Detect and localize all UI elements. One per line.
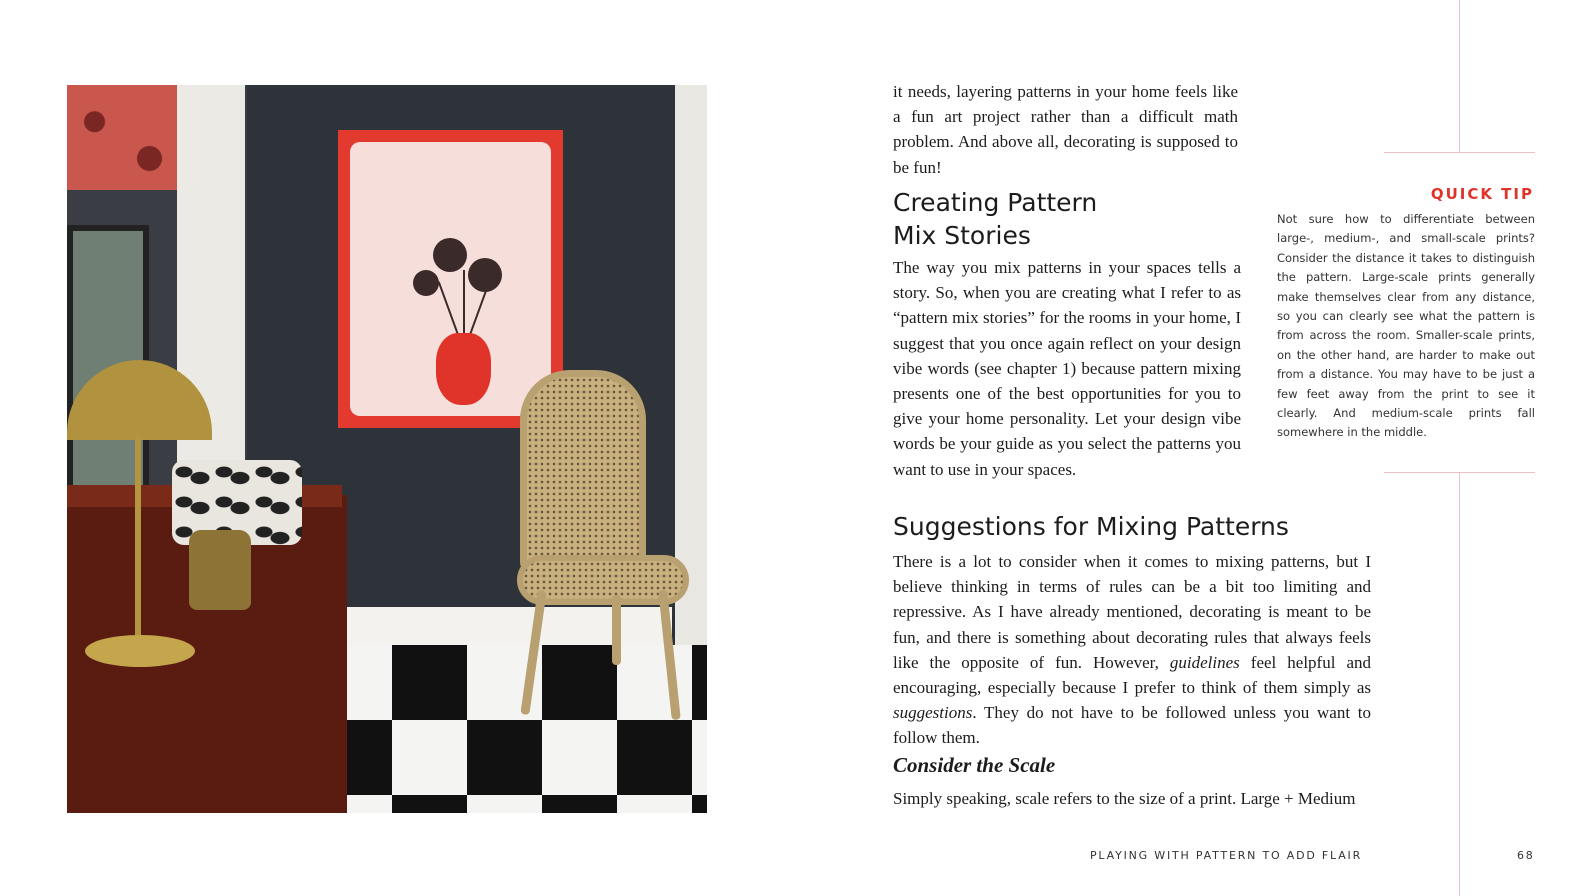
brass-lamp-pole (135, 435, 141, 645)
running-head: PLAYING WITH PATTERN TO ADD FLAIR (1090, 849, 1363, 862)
emphasis-guidelines: guidelines (1169, 652, 1240, 672)
artwork-flower (468, 258, 502, 292)
paragraph-suggestions (893, 549, 1371, 751)
brass-lamp-base (85, 635, 195, 667)
artwork-flower (413, 270, 439, 296)
quick-tip-body: Not sure how to differentiate between large-, medium-, and small-scale prints? Consider the distance it takes to distinguish the pattern. Large-scale prints generally make themselves clear from any distance, so you can clearly see what the pattern is from across the room. Smaller-scale prints, on the other hand, are harder to make out from a distance. You may have to be just a few feet away from the print to see it clearly. And medium-scale prints fall somewhere in the middle. (1277, 212, 1535, 440)
cane-chair-back (520, 370, 646, 574)
page-number: 68 (1517, 849, 1535, 862)
checkered-floor (317, 645, 707, 813)
framed-artwork (338, 130, 563, 428)
paragraph-pattern-mix-stories: The way you mix patterns in your spaces tells a story. So, when you are creating what I refer to as “pattern mix stories” for the rooms in your home, I suggest that you once again reflect on your design vibe words (see chapter 1) because pattern mixing presents one of the best opportunities for you to give your home personality. Let your design vibe words be your guide as you select the patterns you want to use in your spaces. (893, 258, 1241, 479)
tip-rule-top (1384, 152, 1535, 153)
suggestions-text: There is a lot to consider when it comes to mixing patterns, but I believe thinking in terms of rules can be a bit too limiting and repressive. As I have already mentioned, decorating is meant to be fun, and there is something about decorating rules that always feels like the opposite of fun. However, (893, 552, 1371, 672)
suggestions-text: . They do not have to be followed unless you want to follow them. (893, 703, 1371, 748)
artwork-stem (463, 270, 465, 340)
heading-pattern-mix-stories: Creating Pattern Mix Stories (893, 188, 1098, 250)
artwork-vase (436, 333, 491, 405)
chair-leg (612, 595, 621, 665)
brass-jar (189, 530, 251, 610)
paragraph-scale: Simply speaking, scale refers to the size of a print. Large + Medium (893, 789, 1356, 808)
subheading-consider-scale: Consider the Scale (893, 753, 1056, 777)
quick-tip-title: QUICK TIP (1430, 185, 1534, 203)
artwork-flower (433, 238, 467, 272)
floral-wallpaper (67, 85, 177, 190)
interior-photo (67, 85, 707, 813)
heading-suggestions: Suggestions for Mixing Patterns (893, 512, 1289, 541)
paragraph-intro: it needs, layering patterns in your home feels like a fun art project rather than a difficult math problem. And above all, decorating is supposed to be fun! (893, 82, 1238, 177)
suggestions-text: feel helpful and encouraging, especially because I prefer to think of them simply as (893, 652, 1371, 698)
emphasis-suggestions: suggestions (893, 703, 973, 723)
sidebar-rule-bottom (1459, 472, 1460, 896)
sidebar-rule-top (1459, 0, 1460, 152)
